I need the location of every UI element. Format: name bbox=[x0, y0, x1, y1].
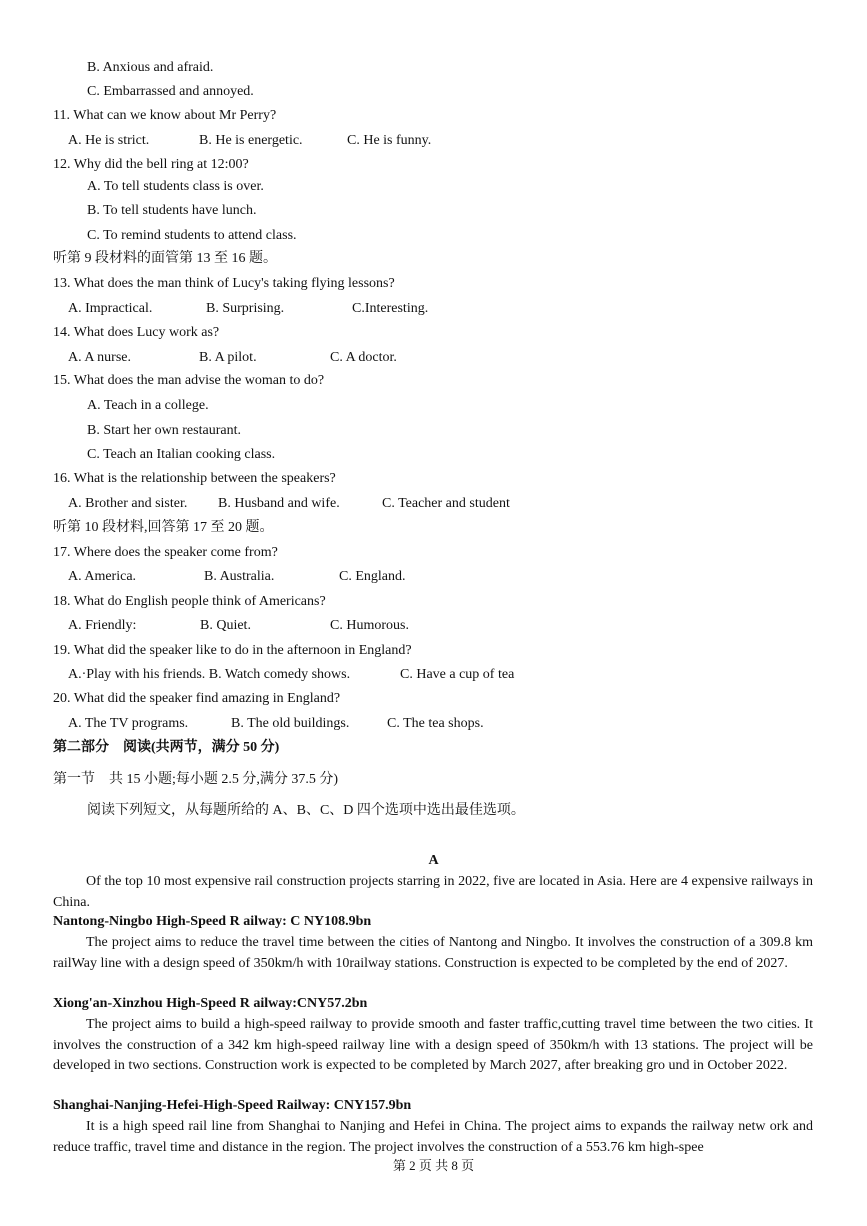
q18-option-c: C. Humorous. bbox=[330, 618, 409, 633]
question-19: 19. What did the speaker like to do in the afternoon in England? bbox=[53, 643, 412, 658]
q20-option-c: C. The tea shops. bbox=[387, 716, 484, 731]
reading-instruction: 阅读下列短文，从每题所给的 A、B、C、D 四个选项中选出最佳选项。 bbox=[87, 803, 525, 818]
question-17: 17. Where does the speaker come from? bbox=[53, 545, 278, 560]
question-18: 18. What do English people think of Americans? bbox=[53, 594, 326, 609]
q14-option-c: C. A doctor. bbox=[330, 350, 397, 365]
q14-option-a: A. A nurse. bbox=[68, 350, 131, 365]
q12-option-a: A. To tell students class is over. bbox=[87, 179, 264, 194]
q17-option-c: C. England. bbox=[339, 569, 406, 584]
question-14: 14. What does Lucy work as? bbox=[53, 325, 220, 340]
q20-option-b: B. The old buildings. bbox=[231, 716, 350, 731]
q15-option-a: A. Teach in a college. bbox=[87, 398, 209, 413]
q17-option-a: A. America. bbox=[68, 569, 137, 584]
q16-option-b: B. Husband and wife. bbox=[218, 496, 340, 511]
q11-option-a: A. He is strict. bbox=[68, 133, 150, 148]
q20-option-a: A. The TV programs. bbox=[68, 716, 189, 731]
q10-option-b: B. Anxious and afraid. bbox=[87, 60, 214, 75]
question-12: 12. Why did the bell ring at 12:00? bbox=[53, 157, 249, 172]
project-2-text: The project aims to build a high-speed railway to provide smooth and faster traffic,cutting travel time between the two cities. It involves the construction of a 342 km high-speed railway line with a design speed of 350km/h with 13 stations. The project will be developed in two sections. Construction work is expected to be completed by March 2027, after breaking gro und in October 2022. bbox=[53, 1017, 813, 1073]
part-2-title: 第二部分 阅读(共两节，满分 50 分) bbox=[53, 740, 280, 755]
question-20: 20. What did the speaker find amazing in England? bbox=[53, 691, 341, 706]
q16-option-a: A. Brother and sister. bbox=[68, 496, 188, 511]
question-16: 16. What is the relationship between the speakers? bbox=[53, 471, 336, 486]
q13-option-c: C.Interesting. bbox=[352, 301, 429, 316]
question-15: 15. What does the man advise the woman to do? bbox=[53, 373, 325, 388]
q12-option-c: C. To remind students to attend class. bbox=[87, 228, 297, 243]
project-3-text: It is a high speed rail line from Shanghai to Nanjing and Hefei in China. The project aims to expands the railway netw ork and reduce traffic, travel time and distance in the region. The project involves the construction of a 553.76 km high-spee bbox=[53, 1119, 813, 1155]
project-2-paragraph bbox=[53, 1015, 813, 1077]
project-1-text: The project aims to reduce the travel time between the cities of Nantong and Ningbo. It involves the construction of a 309.8 km railWay line with a design speed of 350km/h with 10railway stations. Construction is expected to be completed by the end of 2027. bbox=[53, 935, 813, 971]
q18-option-a: A. Friendly: bbox=[68, 618, 137, 633]
q18-option-b: B. Quiet. bbox=[200, 618, 251, 633]
page-footer: 第 2 页 共 8 页 bbox=[392, 1158, 475, 1173]
q10-option-c: C. Embarrassed and annoyed. bbox=[87, 84, 254, 99]
question-11: 11. What can we know about Mr Perry? bbox=[53, 108, 277, 123]
q15-option-b: B. Start her own restaurant. bbox=[87, 423, 241, 438]
section-10-heading: 听第 10 段材料,回答第 17 至 20 题。 bbox=[53, 520, 274, 535]
question-13: 13. What does the man think of Lucy's taking flying lessons? bbox=[53, 276, 395, 291]
project-1-paragraph bbox=[53, 933, 813, 974]
q11-option-c: C. He is funny. bbox=[347, 133, 432, 148]
project-3-paragraph bbox=[53, 1117, 813, 1158]
project-2-heading: Xiong'an-Xinzhou High-Speed R ailway:CNY57.2bn bbox=[53, 996, 368, 1011]
passage-intro-text: Of the top 10 most expensive rail construction projects starring in 2022, five are located in Asia. Here are 4 expensive railways in China. bbox=[53, 874, 813, 910]
q16-option-c: C. Teacher and student bbox=[382, 496, 510, 511]
section-9-heading: 听第 9 段材料的面管第 13 至 16 题。 bbox=[53, 251, 277, 266]
q19-option-ab: A.·Play with his friends. B. Watch comedy shows. bbox=[68, 667, 351, 682]
q12-option-b: B. To tell students have lunch. bbox=[87, 203, 257, 218]
project-1-heading: Nantong-Ningbo High-Speed R ailway: C NY108.9bn bbox=[53, 914, 372, 929]
q13-option-b: B. Surprising. bbox=[206, 301, 285, 316]
passage-intro bbox=[53, 872, 813, 913]
q11-option-b: B. He is energetic. bbox=[199, 133, 303, 148]
project-3-heading: Shanghai-Nanjing-Hefei-High-Speed Railway: CNY157.9bn bbox=[53, 1098, 412, 1113]
q19-option-c: C. Have a cup of tea bbox=[400, 667, 515, 682]
q15-option-c: C. Teach an Italian cooking class. bbox=[87, 447, 276, 462]
q17-option-b: B. Australia. bbox=[204, 569, 275, 584]
passage-letter: A bbox=[428, 853, 439, 868]
q14-option-b: B. A pilot. bbox=[199, 350, 257, 365]
section-1-heading: 第一节 共 15 小题;每小题 2.5 分,满分 37.5 分) bbox=[53, 772, 339, 787]
q13-option-a: A. Impractical. bbox=[68, 301, 153, 316]
